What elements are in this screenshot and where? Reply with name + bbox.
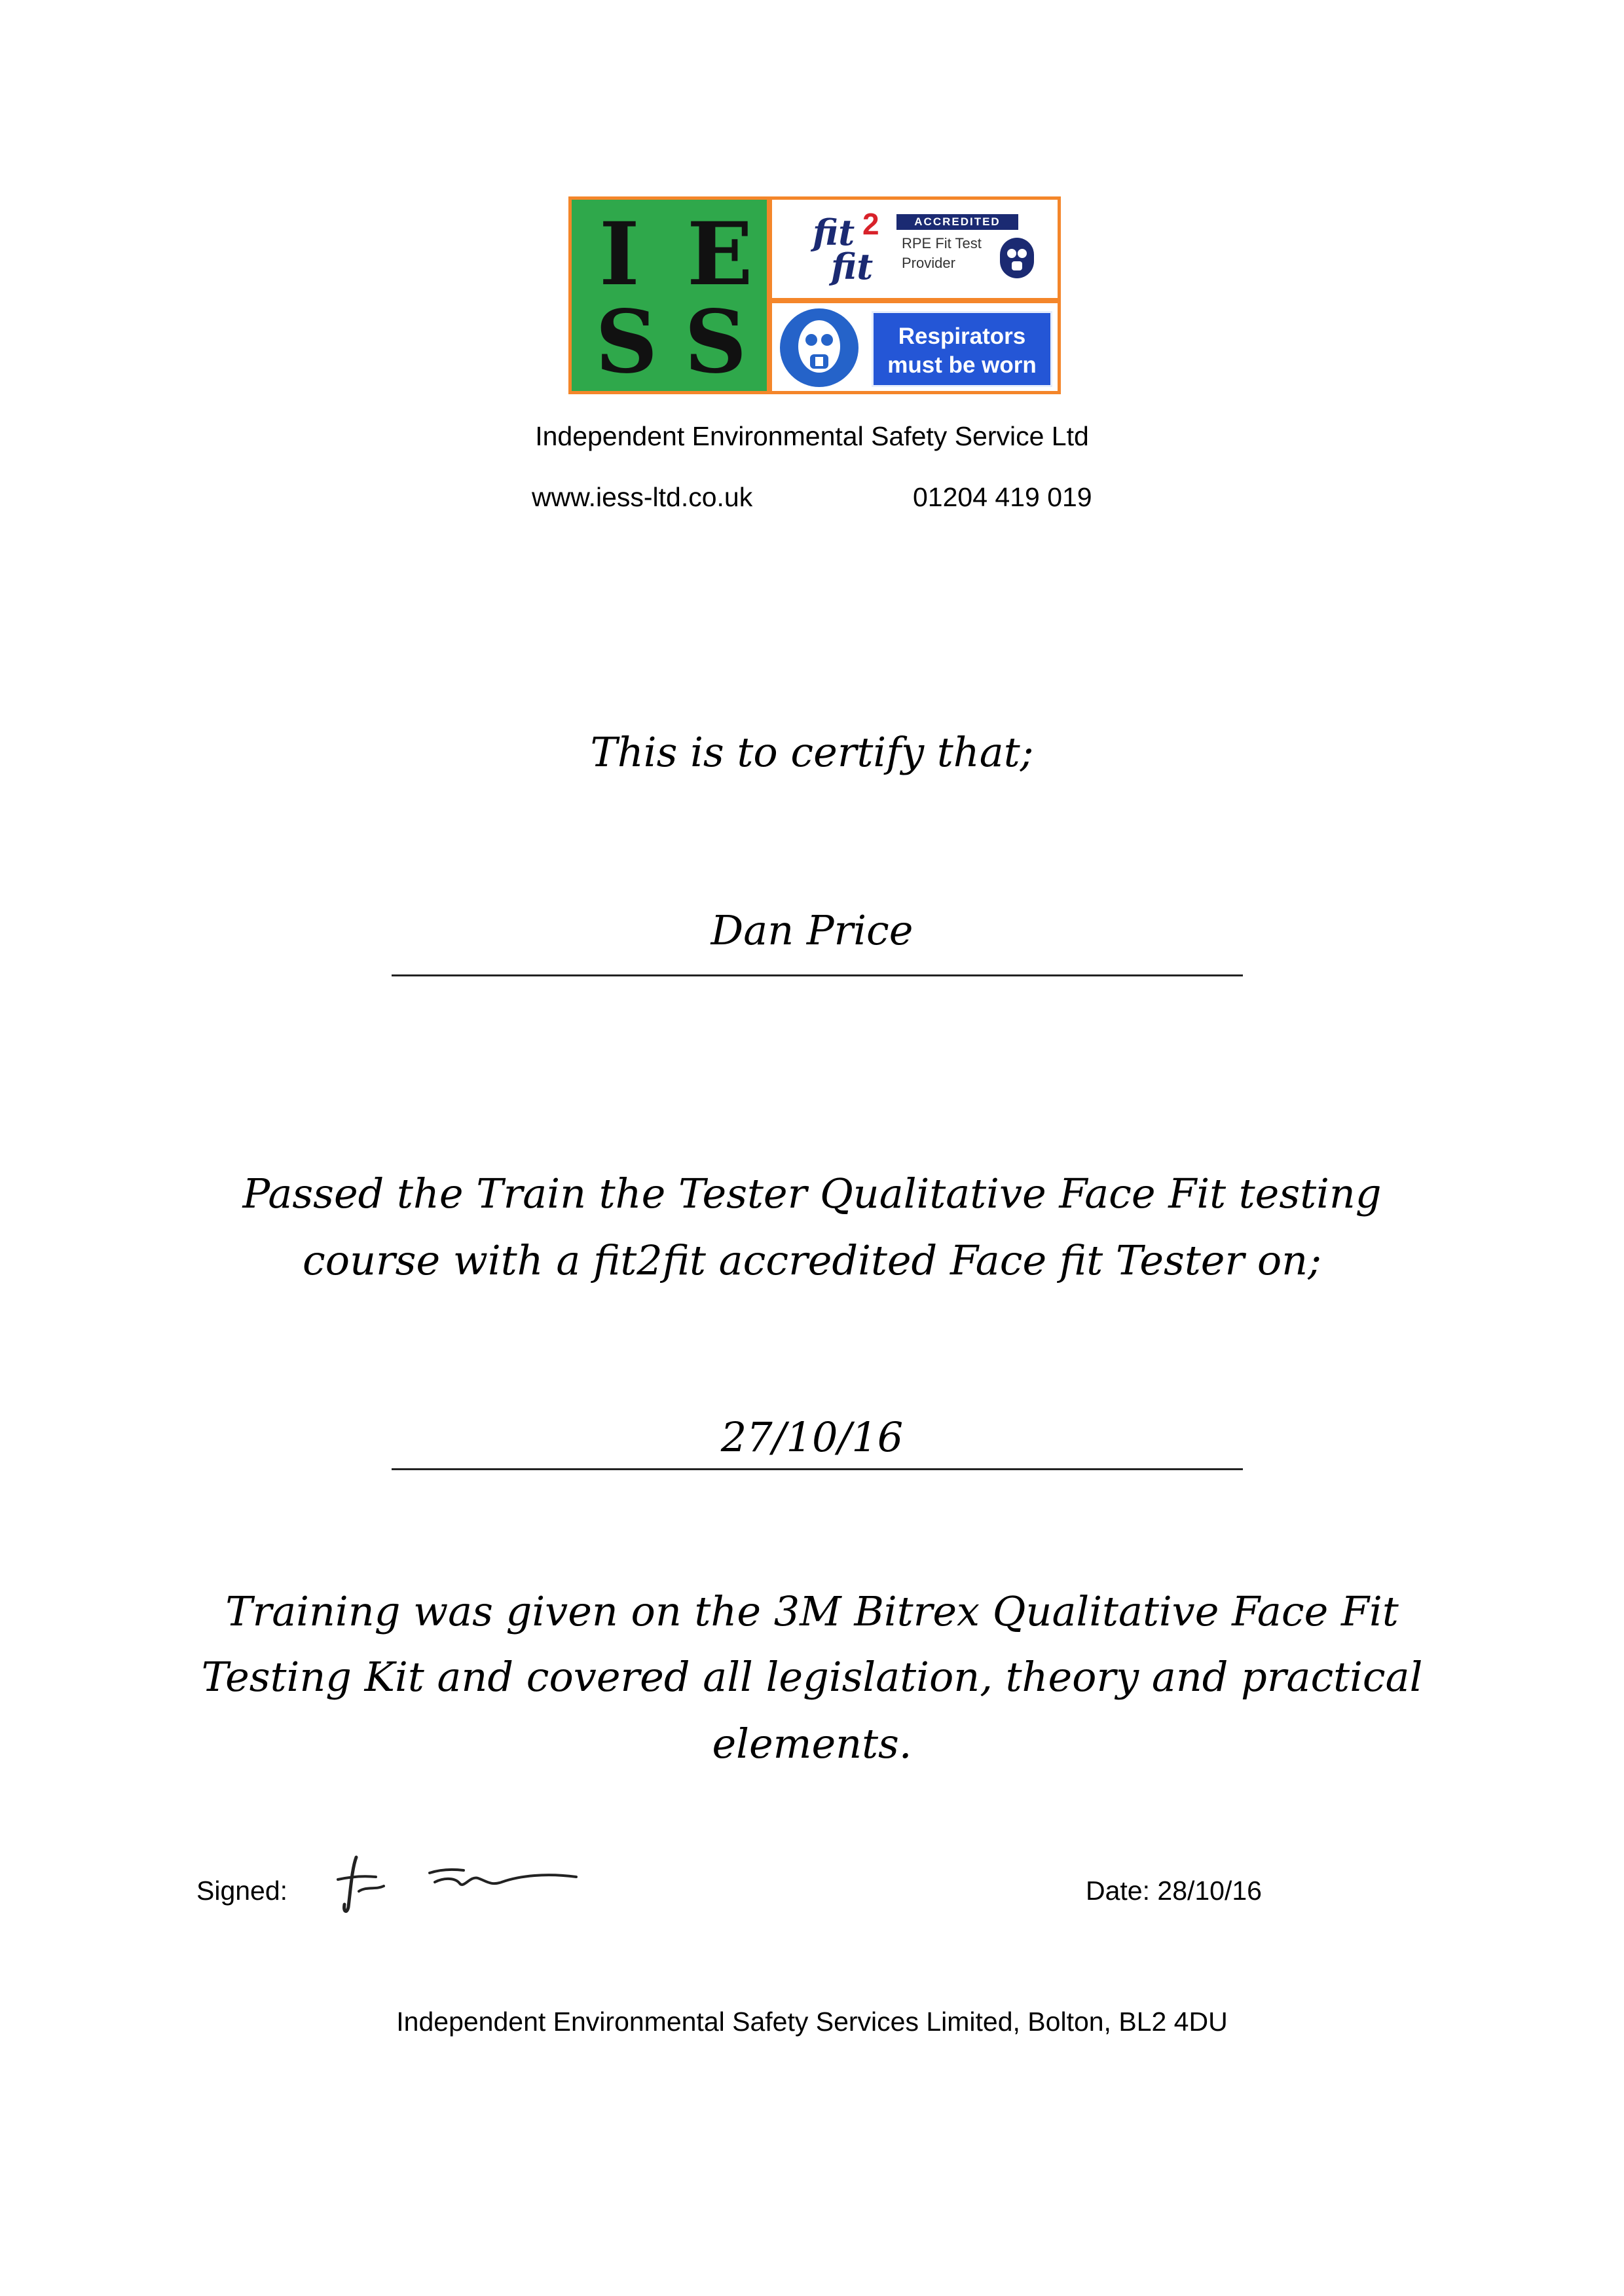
company-website: www.iess-ltd.co.uk <box>532 482 753 512</box>
date-underline <box>392 1468 1243 1470</box>
logo-divider <box>767 200 772 391</box>
logo-divider <box>772 298 1058 303</box>
logo-letter: S <box>595 291 658 393</box>
course-date: 27/10/16 <box>720 1413 904 1461</box>
handwritten-signature <box>330 1839 605 1917</box>
company-logo <box>568 196 1061 394</box>
mask-icon <box>1000 238 1034 278</box>
training-line-1: Training was given on the 3M Bitrex Qualitative Face Fit <box>225 1587 1399 1635</box>
company-phone: 01204 419 019 <box>913 482 1092 512</box>
recipient-name: Dan Price <box>710 906 913 954</box>
fit2fit-number: 2 <box>862 207 879 241</box>
fit2fit-badge <box>780 205 1047 294</box>
logo-letter: E <box>687 204 753 305</box>
iess-logo-panel <box>572 200 767 391</box>
passed-line-1: Passed the Train the Tester Qualitative Face Fit testing <box>242 1170 1382 1217</box>
company-name: Independent Environmental Safety Service Ltd <box>535 421 1089 451</box>
certify-intro: This is to certify that; <box>590 728 1034 776</box>
accredited-banner: ACCREDITED <box>896 214 1018 230</box>
logo-letter: I <box>599 204 640 305</box>
passed-line-2: course with a fit2fit accredited Face fit Tester on; <box>303 1236 1321 1284</box>
training-line-2: Testing Kit and covered all legislation, theory and practical <box>201 1653 1423 1701</box>
respirator-icon <box>780 308 858 387</box>
respirators-sign: Respirators must be worn <box>872 311 1052 387</box>
fit2fit-wordmark: fit <box>831 246 874 287</box>
signature-date: Date: 28/10/16 <box>1086 1876 1262 1906</box>
rpe-provider-text: RPE Fit Test Provider <box>902 235 982 271</box>
training-line-3: elements. <box>712 1720 912 1768</box>
logo-letter: S <box>684 291 747 393</box>
name-underline <box>392 974 1243 976</box>
signed-label: Signed: <box>196 1876 288 1906</box>
footer-address: Independent Environmental Safety Services Limited, Bolton, BL2 4DU <box>396 2007 1228 2037</box>
fit2fit-wordmark: fit <box>813 212 855 253</box>
